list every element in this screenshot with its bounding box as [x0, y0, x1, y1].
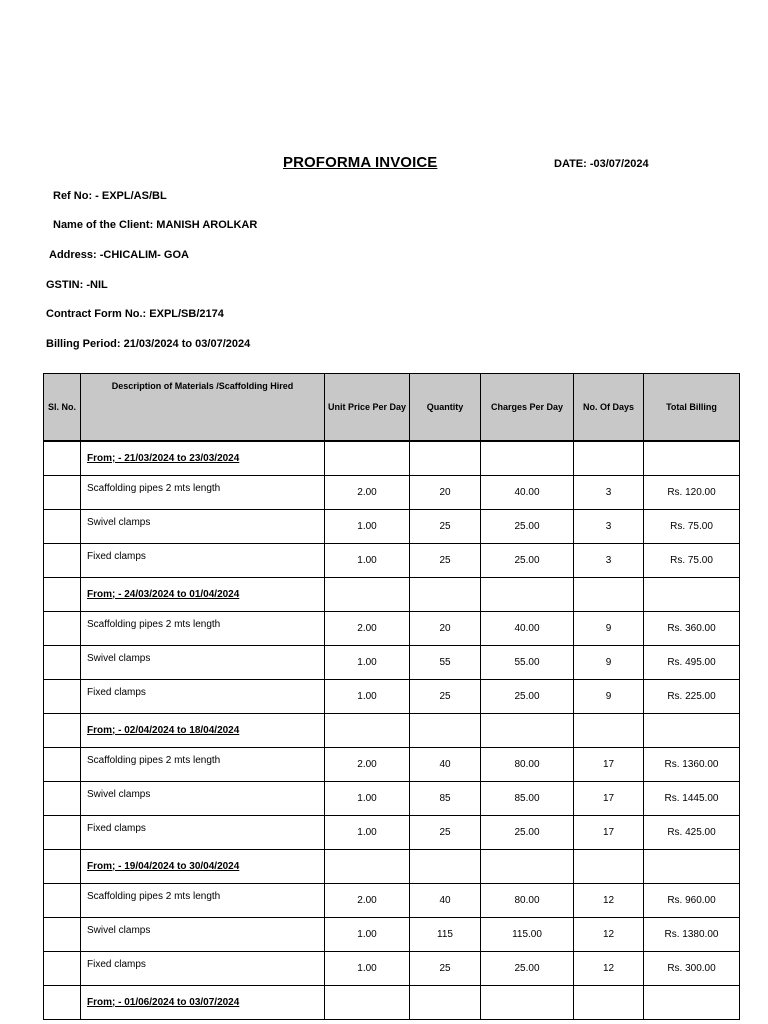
cell-total: [644, 849, 740, 883]
cell-unit-price: [325, 985, 410, 1019]
cell-charges: 40.00: [481, 611, 574, 645]
cell-total: Rs. 75.00: [644, 543, 740, 577]
cell-description: From; - 02/04/2024 to 18/04/2024: [81, 713, 325, 747]
cell-unit-price: 2.00: [325, 883, 410, 917]
cell-charges: [481, 985, 574, 1019]
cell-charges: 25.00: [481, 509, 574, 543]
cell-quantity: 25: [410, 815, 481, 849]
cell-unit-price: 2.00: [325, 611, 410, 645]
cell-description: Fixed clamps: [81, 815, 325, 849]
cell-description: Swivel clamps: [81, 509, 325, 543]
cell-sl: [44, 509, 81, 543]
cell-unit-price: 1.00: [325, 543, 410, 577]
table-row: [44, 883, 740, 917]
cell-unit-price: 2.00: [325, 475, 410, 509]
cell-charges: 80.00: [481, 747, 574, 781]
table-row: [44, 951, 740, 985]
table-row: [44, 475, 740, 509]
cell-total: Rs. 960.00: [644, 883, 740, 917]
cell-sl: [44, 883, 81, 917]
cell-description: From; - 01/06/2024 to 03/07/2024: [81, 985, 325, 1019]
cell-charges: [481, 441, 574, 475]
cell-sl: [44, 951, 81, 985]
cell-total: Rs. 495.00: [644, 645, 740, 679]
cell-days: 12: [574, 917, 644, 951]
cell-days: [574, 441, 644, 475]
cell-description: Scaffolding pipes 2 mts length: [81, 611, 325, 645]
period-row: [44, 441, 740, 475]
cell-total: Rs. 1360.00: [644, 747, 740, 781]
col-header-unit-price: Unit Price Per Day: [325, 374, 410, 442]
cell-unit-price: [325, 849, 410, 883]
invoice-title: PROFORMA INVOICE: [283, 154, 438, 171]
cell-charges: 25.00: [481, 815, 574, 849]
cell-quantity: 25: [410, 951, 481, 985]
cell-sl: [44, 985, 81, 1019]
cell-description: Scaffolding pipes 2 mts length: [81, 747, 325, 781]
cell-sl: [44, 441, 81, 475]
cell-charges: 25.00: [481, 951, 574, 985]
ref-number: Ref No: - EXPL/AS/BL: [53, 190, 167, 202]
cell-description: Swivel clamps: [81, 781, 325, 815]
col-header-total: Total Billing: [644, 374, 740, 442]
table-row: [44, 917, 740, 951]
cell-unit-price: [325, 441, 410, 475]
invoice-date: DATE: -03/07/2024: [554, 158, 649, 170]
col-header-charges: Charges Per Day: [481, 374, 574, 442]
invoice-table: [43, 373, 740, 1020]
table-body: [44, 441, 740, 1019]
cell-sl: [44, 475, 81, 509]
cell-sl: [44, 679, 81, 713]
cell-charges: 25.00: [481, 543, 574, 577]
period-row: [44, 849, 740, 883]
cell-total: Rs. 225.00: [644, 679, 740, 713]
cell-days: 3: [574, 475, 644, 509]
cell-total: Rs. 360.00: [644, 611, 740, 645]
cell-quantity: [410, 577, 481, 611]
cell-unit-price: 1.00: [325, 951, 410, 985]
cell-sl: [44, 543, 81, 577]
billing-period: Billing Period: 21/03/2024 to 03/07/2024: [46, 338, 251, 350]
cell-description: Swivel clamps: [81, 917, 325, 951]
cell-quantity: [410, 441, 481, 475]
cell-charges: [481, 849, 574, 883]
cell-charges: 40.00: [481, 475, 574, 509]
cell-description: Swivel clamps: [81, 645, 325, 679]
cell-unit-price: 1.00: [325, 509, 410, 543]
col-header-description: Description of Materials /Scaffolding Hired: [81, 374, 325, 442]
cell-unit-price: 2.00: [325, 747, 410, 781]
cell-charges: 55.00: [481, 645, 574, 679]
cell-charges: [481, 577, 574, 611]
cell-description: From; - 24/03/2024 to 01/04/2024: [81, 577, 325, 611]
client-address: Address: -CHICALIM- GOA: [49, 249, 189, 261]
cell-quantity: [410, 985, 481, 1019]
cell-unit-price: 1.00: [325, 815, 410, 849]
table-row: [44, 781, 740, 815]
cell-unit-price: 1.00: [325, 917, 410, 951]
gstin: GSTIN: -NIL: [46, 279, 108, 291]
table-row: [44, 679, 740, 713]
cell-sl: [44, 849, 81, 883]
cell-quantity: 25: [410, 543, 481, 577]
cell-quantity: 115: [410, 917, 481, 951]
cell-quantity: 25: [410, 679, 481, 713]
cell-charges: [481, 713, 574, 747]
table-row: [44, 815, 740, 849]
cell-quantity: [410, 849, 481, 883]
cell-total: [644, 713, 740, 747]
cell-charges: 115.00: [481, 917, 574, 951]
period-row: [44, 713, 740, 747]
cell-sl: [44, 645, 81, 679]
cell-total: Rs. 1380.00: [644, 917, 740, 951]
cell-charges: 25.00: [481, 679, 574, 713]
cell-days: 9: [574, 611, 644, 645]
cell-total: Rs. 120.00: [644, 475, 740, 509]
cell-days: 17: [574, 747, 644, 781]
col-header-quantity: Quantity: [410, 374, 481, 442]
cell-days: 12: [574, 951, 644, 985]
cell-quantity: 40: [410, 883, 481, 917]
cell-unit-price: 1.00: [325, 781, 410, 815]
cell-days: 9: [574, 645, 644, 679]
table-row: [44, 611, 740, 645]
cell-days: 3: [574, 509, 644, 543]
cell-charges: 85.00: [481, 781, 574, 815]
cell-sl: [44, 713, 81, 747]
cell-quantity: 85: [410, 781, 481, 815]
cell-quantity: 20: [410, 475, 481, 509]
cell-quantity: [410, 713, 481, 747]
client-name: Name of the Client: MANISH AROLKAR: [53, 219, 258, 231]
cell-days: 17: [574, 781, 644, 815]
cell-sl: [44, 917, 81, 951]
cell-total: Rs. 1445.00: [644, 781, 740, 815]
cell-sl: [44, 577, 81, 611]
cell-days: [574, 849, 644, 883]
cell-charges: 80.00: [481, 883, 574, 917]
cell-days: 9: [574, 679, 644, 713]
cell-total: Rs. 75.00: [644, 509, 740, 543]
col-header-days: No. Of Days: [574, 374, 644, 442]
table-row: [44, 645, 740, 679]
cell-sl: [44, 611, 81, 645]
period-row: [44, 577, 740, 611]
cell-days: 3: [574, 543, 644, 577]
cell-sl: [44, 747, 81, 781]
cell-quantity: 40: [410, 747, 481, 781]
cell-days: [574, 577, 644, 611]
cell-total: [644, 985, 740, 1019]
cell-days: [574, 985, 644, 1019]
cell-quantity: 20: [410, 611, 481, 645]
cell-description: From; - 19/04/2024 to 30/04/2024: [81, 849, 325, 883]
cell-days: [574, 713, 644, 747]
cell-sl: [44, 781, 81, 815]
cell-total: Rs. 300.00: [644, 951, 740, 985]
period-row: [44, 985, 740, 1019]
cell-total: [644, 577, 740, 611]
cell-description: Scaffolding pipes 2 mts length: [81, 883, 325, 917]
cell-description: From; - 21/03/2024 to 23/03/2024: [81, 441, 325, 475]
cell-total: Rs. 425.00: [644, 815, 740, 849]
cell-sl: [44, 815, 81, 849]
cell-days: 17: [574, 815, 644, 849]
table-header-row: [44, 374, 740, 442]
cell-quantity: 25: [410, 509, 481, 543]
cell-unit-price: [325, 577, 410, 611]
cell-description: Scaffolding pipes 2 mts length: [81, 475, 325, 509]
table-row: [44, 543, 740, 577]
cell-quantity: 55: [410, 645, 481, 679]
col-header-sl: Sl. No.: [44, 374, 81, 442]
cell-days: 12: [574, 883, 644, 917]
cell-unit-price: 1.00: [325, 679, 410, 713]
cell-unit-price: 1.00: [325, 645, 410, 679]
cell-description: Fixed clamps: [81, 951, 325, 985]
table-row: [44, 747, 740, 781]
cell-description: Fixed clamps: [81, 543, 325, 577]
cell-description: Fixed clamps: [81, 679, 325, 713]
contract-number: Contract Form No.: EXPL/SB/2174: [46, 308, 224, 320]
cell-total: [644, 441, 740, 475]
cell-unit-price: [325, 713, 410, 747]
table-row: [44, 509, 740, 543]
